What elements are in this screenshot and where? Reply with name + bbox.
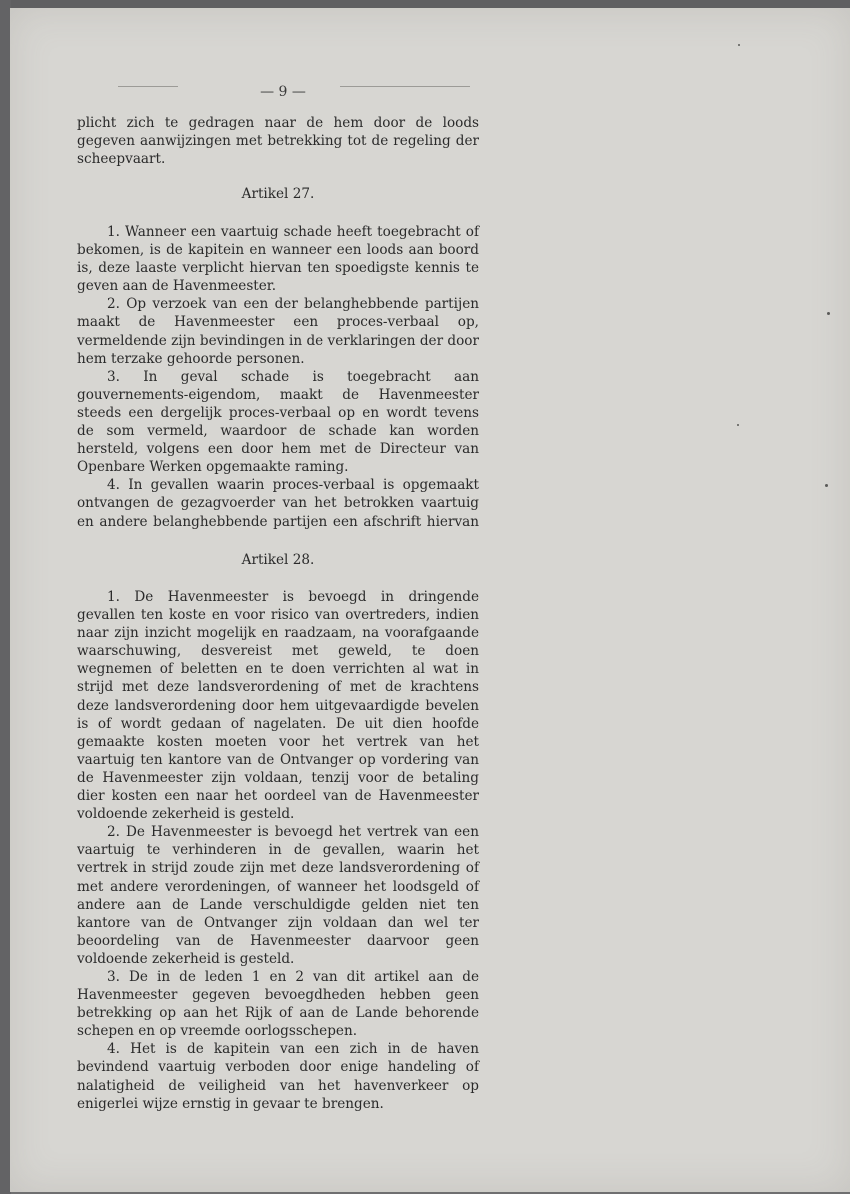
article-28-title: Artikel 28. (241, 552, 315, 568)
article-28-para-2: 2. De Havenmeester is bevoegd het vertrek van een vaartuig te verhinderen in de gevallen, waarin het vertrek in strijd zoude zijn met deze landsverordening of met andere verordeningen, of wanneer het loodsgeld of andere aan de Lande verschuldigde gelden niet ten kantore van de Ontvanger zijn voldaan dan wel ter beoordeling van de Havenmeester daarvoor geen voldoende zekerheid is gesteld. (77, 824, 479, 967)
header-rule-right (340, 86, 470, 87)
article-28-para-1: 1. De Havenmeester is bevoegd in dringende gevallen ten koste en voor risico van overtreders, indien naar zijn inzicht mogelijk en raadzaam, na voorafgaande waarschuwing, desvereist met geweld, te doen wegnemen of beletten en te doen verrichten al wat in strijd met deze landsverordening of met de krachtens deze landsverordening door hem uitgevaardigde bevelen is of wordt gedaan of nagelaten. De uit dien hoofde gemaakte kosten moeten voor het vertrek van het vaartuig ten kantore van de Ontvanger op vordering van de Havenmeester zijn voldaan, tenzij voor de betaling dier kosten een naar het oordeel van de Havenmeester voldoende zekerheid is gesteld. (77, 589, 479, 823)
paper-speck (827, 312, 830, 315)
article-27-body (77, 223, 479, 531)
paper-speck (737, 424, 739, 426)
article-27-para-1: 1. Wanneer een vaartuig schade heeft toegebracht of bekomen, is de kapitein en wanneer een loods aan boord is, deze laaste verplicht hiervan ten spoedigste kennis te geven aan de Havenmeester. (77, 224, 479, 295)
article-27-para-3: 3. In geval schade is toegebracht aan gouvernements-eigendom, maakt de Havenmeester steeds een dergelijk proces-verbaal op en wordt tevens de som vermeld, waardoor de schade kan worden hersteld, volgens een door hem met de Directeur van Openbare Werken opgemaakte raming. (77, 368, 479, 476)
paper-speck (825, 484, 828, 487)
article-28-para-4: 4. Het is de kapitein van een zich in de haven bevindend vaartuig verboden door enige handeling of nalatigheid de veiligheid van het havenverkeer op enigerlei wijze ernstig in gevaar te brengen. (77, 1041, 479, 1112)
paper-speck (738, 44, 740, 46)
intro-paragraph (77, 114, 479, 168)
article-27-title: Artikel 27. (241, 186, 315, 202)
article-28-para-3: 3. De in de leden 1 en 2 van dit artikel aan de Havenmeester gegeven bevoegdheden hebben geen betrekking op aan het Rijk of aan de Lande behorende schepen en op vreemde oorlogsschepen. (77, 968, 479, 1040)
article-27-para-2: 2. Op verzoek van een der belanghebbende partijen maakt de Havenmeester een proces-verbaal op, vermeldende zijn bevindingen in de verklaringen der door hem terzake gehoorde personen. (77, 296, 479, 367)
document-page (10, 8, 850, 1192)
article-28-body (77, 588, 479, 1113)
page-number: — 9 — (260, 84, 306, 100)
header-rule-left (118, 86, 178, 87)
article-27-para-4: 4. In gevallen waarin proces-verbaal is opgemaakt ontvangen de gezagvoerder van het betrokken vaartuig en andere belanghebbende partijen een afschrift hiervan (77, 477, 479, 530)
intro-text: plicht zich te gedragen naar de hem door de loods gegeven aanwijzingen met betrekking tot de regeling der scheepvaart. (77, 115, 479, 168)
